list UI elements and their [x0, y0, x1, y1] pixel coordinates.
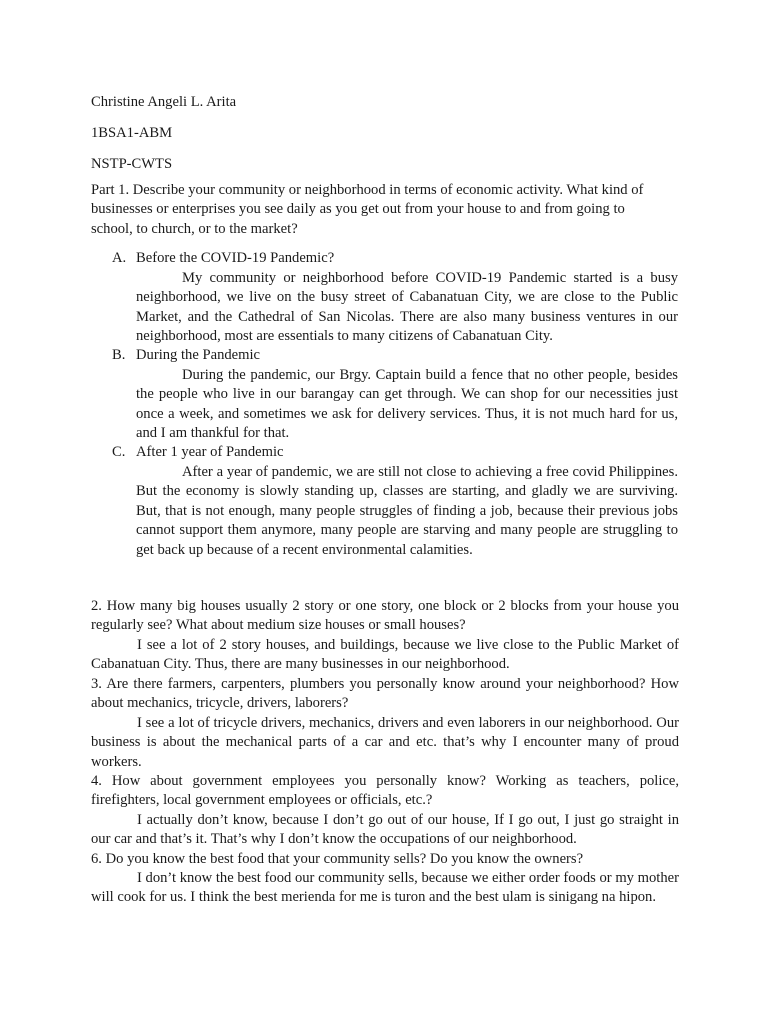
question-2: 2. How many big houses usually 2 story or one story, one block or 2 blocks from your house you regularly see? What about medium size houses or small houses?: [91, 598, 679, 634]
student-name: Christine Angeli L. Arita: [91, 94, 237, 110]
student-section: 1BSA1-ABM: [91, 125, 173, 141]
item-b-title: During the Pandemic: [136, 347, 261, 363]
question-6: 6. Do you know the best food that your community sells? Do you know the owners?: [91, 851, 584, 867]
answer-3: I see a lot of tricycle drivers, mechanics, drivers and even laborers in our neighborhood. Our business is about the mechanical parts of a car and etc. that’s why I encounter many of proud workers.: [91, 715, 679, 770]
question-4: 4. How about government employees you personally know? Working as teachers, police, firefighters, local government employees or officials, etc.?: [91, 773, 679, 809]
item-c-title: After 1 year of Pandemic: [136, 444, 284, 460]
item-c-marker: C.: [112, 444, 126, 460]
answer-6: I don’t know the best food our community sells, because we either order foods or my mother will cook for us. I think the best merienda for me is turon and the best ulam is sinigang na hipon.: [91, 870, 679, 906]
item-b-marker: B.: [112, 347, 126, 363]
item-c-body: After a year of pandemic, we are still not close to achieving a free covid Philippines. But the economy is slowly standing up, classes are starting, and gladly we are surviving. But, that is not enough, many people struggles of finding a job, because their previous jobs cannot support them anymore, many people are starving and many people are struggling to get back up because of a recent environmental calamities.: [136, 464, 678, 558]
item-a-body: My community or neighborhood before COVID-19 Pandemic started is a busy neighborhood, we live on the busy street of Cabanatuan City, we are close to the Public Market, and the Cathedral of San Nicolas. There are also many business ventures in our neighborhood, most are essentials to many citizens of Cabanatuan City.: [136, 270, 678, 345]
question-3: 3. Are there farmers, carpenters, plumbers you personally know around your neighborhood? How about mechanics, tricycle, drivers, laborers?: [91, 676, 679, 712]
item-b-body: During the pandemic, our Brgy. Captain build a fence that no other people, besides the people who live in our barangay can get through. We can shop for our necessities just once a week, and sometimes we ask for delivery services. Thus, it is not much hard for us, and I am thankful for that.: [136, 367, 678, 442]
answer-4: I actually don’t know, because I don’t go out of our house, If I go out, I just go straight in our car and that’s it. That’s why I don’t know the occupations of our neighborhood.: [91, 812, 679, 848]
item-a-marker: A.: [112, 250, 127, 266]
part1-prompt: Part 1. Describe your community or neighborhood in terms of economic activity. What kind of businesses or enterprises you see daily as you get out from your house to and from going to school, to church, or to the market?: [91, 182, 644, 237]
course-code: NSTP-CWTS: [91, 156, 173, 172]
answer-2: I see a lot of 2 story houses, and buildings, because we live close to the Public Market of Cabanatuan City. Thus, there are many businesses in our neighborhood.: [91, 637, 679, 673]
item-a-title: Before the COVID-19 Pandemic?: [136, 250, 335, 266]
